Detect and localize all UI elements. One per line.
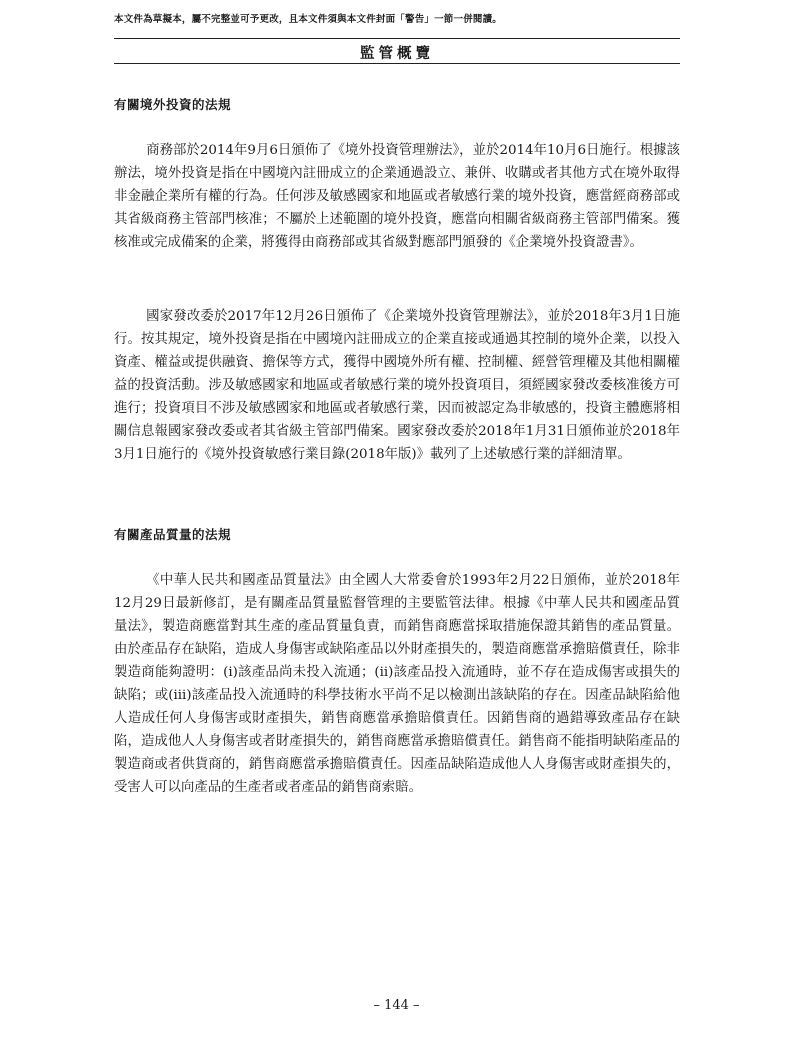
section-heading-overseas-investment: 有關境外投資的法規 — [114, 97, 232, 112]
draft-disclaimer: 本文件為草擬本，屬不完整並可予更改，且本文件須與本文件封面「警告」一節一併閱讀。 — [114, 14, 503, 25]
header-rule-top — [114, 38, 680, 39]
page-number: – 144 – — [373, 998, 420, 1013]
paragraph-ndrc-measures: 國家發改委於2017年12月26日頒佈了《企業境外投資管理辦法》，並於2018年3月1日施行。按其規定，境外投資是指在中國境內註冊成立的企業直接或通過其控制的境外企業，以投入資產、權益或提供融資、擔保等方式，獲得中國境外所有權、控制權、經營管理權及其他相關權益的投資活動。涉及敏感國家和地區或者敏感行業的境外投資項目，須經國家發改委核准後方可進行；投資項目不涉及敏感國家和地區或者敏感行業，因而被認定為非敏感的，投資主體應將相關信息報國家發改委或者其省級主管部門備案。國家發改委於2018年1月31日頒佈並於2018年3月1日施行的《境外投資敏感行業目錄(2018年版)》載列了上述敏感行業的詳細清單。 — [114, 309, 680, 462]
paragraph-product-quality-law: 《中華人民共和國產品質量法》由全國人大常委會於1993年2月22日頒佈，並於2018年12月29日最新修訂，是有關產品質量監督管理的主要監管法律。根據《中華人民共和國產品質量法》，製造商應當對其生產的產品質量負責，而銷售商應當採取措施保證其銷售的產品質量。由於產品存在缺陷，造成人身傷害或缺陷產品以外財產損失的，製造商應當承擔賠償責任，除非製造商能夠證明：(i)該產品尚未投入流通；(ii)該產品投入流通時，並不存在造成傷害或損失的缺陷；或(iii)該產品投入流通時的科學技術水平尚不足以檢測出該缺陷的存在。因產品缺陷給他人造成任何人身傷害或財產損失，銷售商應當承擔賠償責任。因銷售商的過錯導致產品存在缺陷，造成他人人身傷害或者財產損失的，銷售商應當承擔賠償責任。銷售商不能指明缺陷產品的製造商或者供貨商的，銷售商應當承擔賠償責任。因產品缺陷造成他人人身傷害或財產損失的，受害人可以向產品的生產者或者產品的銷售商索賠。 — [114, 573, 680, 795]
section-heading-product-quality: 有關產品質量的法規 — [114, 527, 232, 542]
header-rule-bottom — [114, 63, 680, 64]
page-title: 監管概覽 — [360, 46, 434, 62]
paragraph-mofcom-measures: 商務部於2014年9月6日頒佈了《境外投資管理辦法》，並於2014年10月6日施行。根據該辦法，境外投資是指在中國境內註冊成立的企業通過設立、兼併、收購或者其他方式在境外取得非金融企業所有權的行為。任何涉及敏感國家和地區或者敏感行業的境外投資，應當經商務部或其省級商務主管部門核准；不屬於上述範圍的境外投資，應當向相關省級商務主管部門備案。獲核准或完成備案的企業，將獲得由商務部或其省級對應部門頒發的《企業境外投資證書》。 — [114, 143, 680, 250]
